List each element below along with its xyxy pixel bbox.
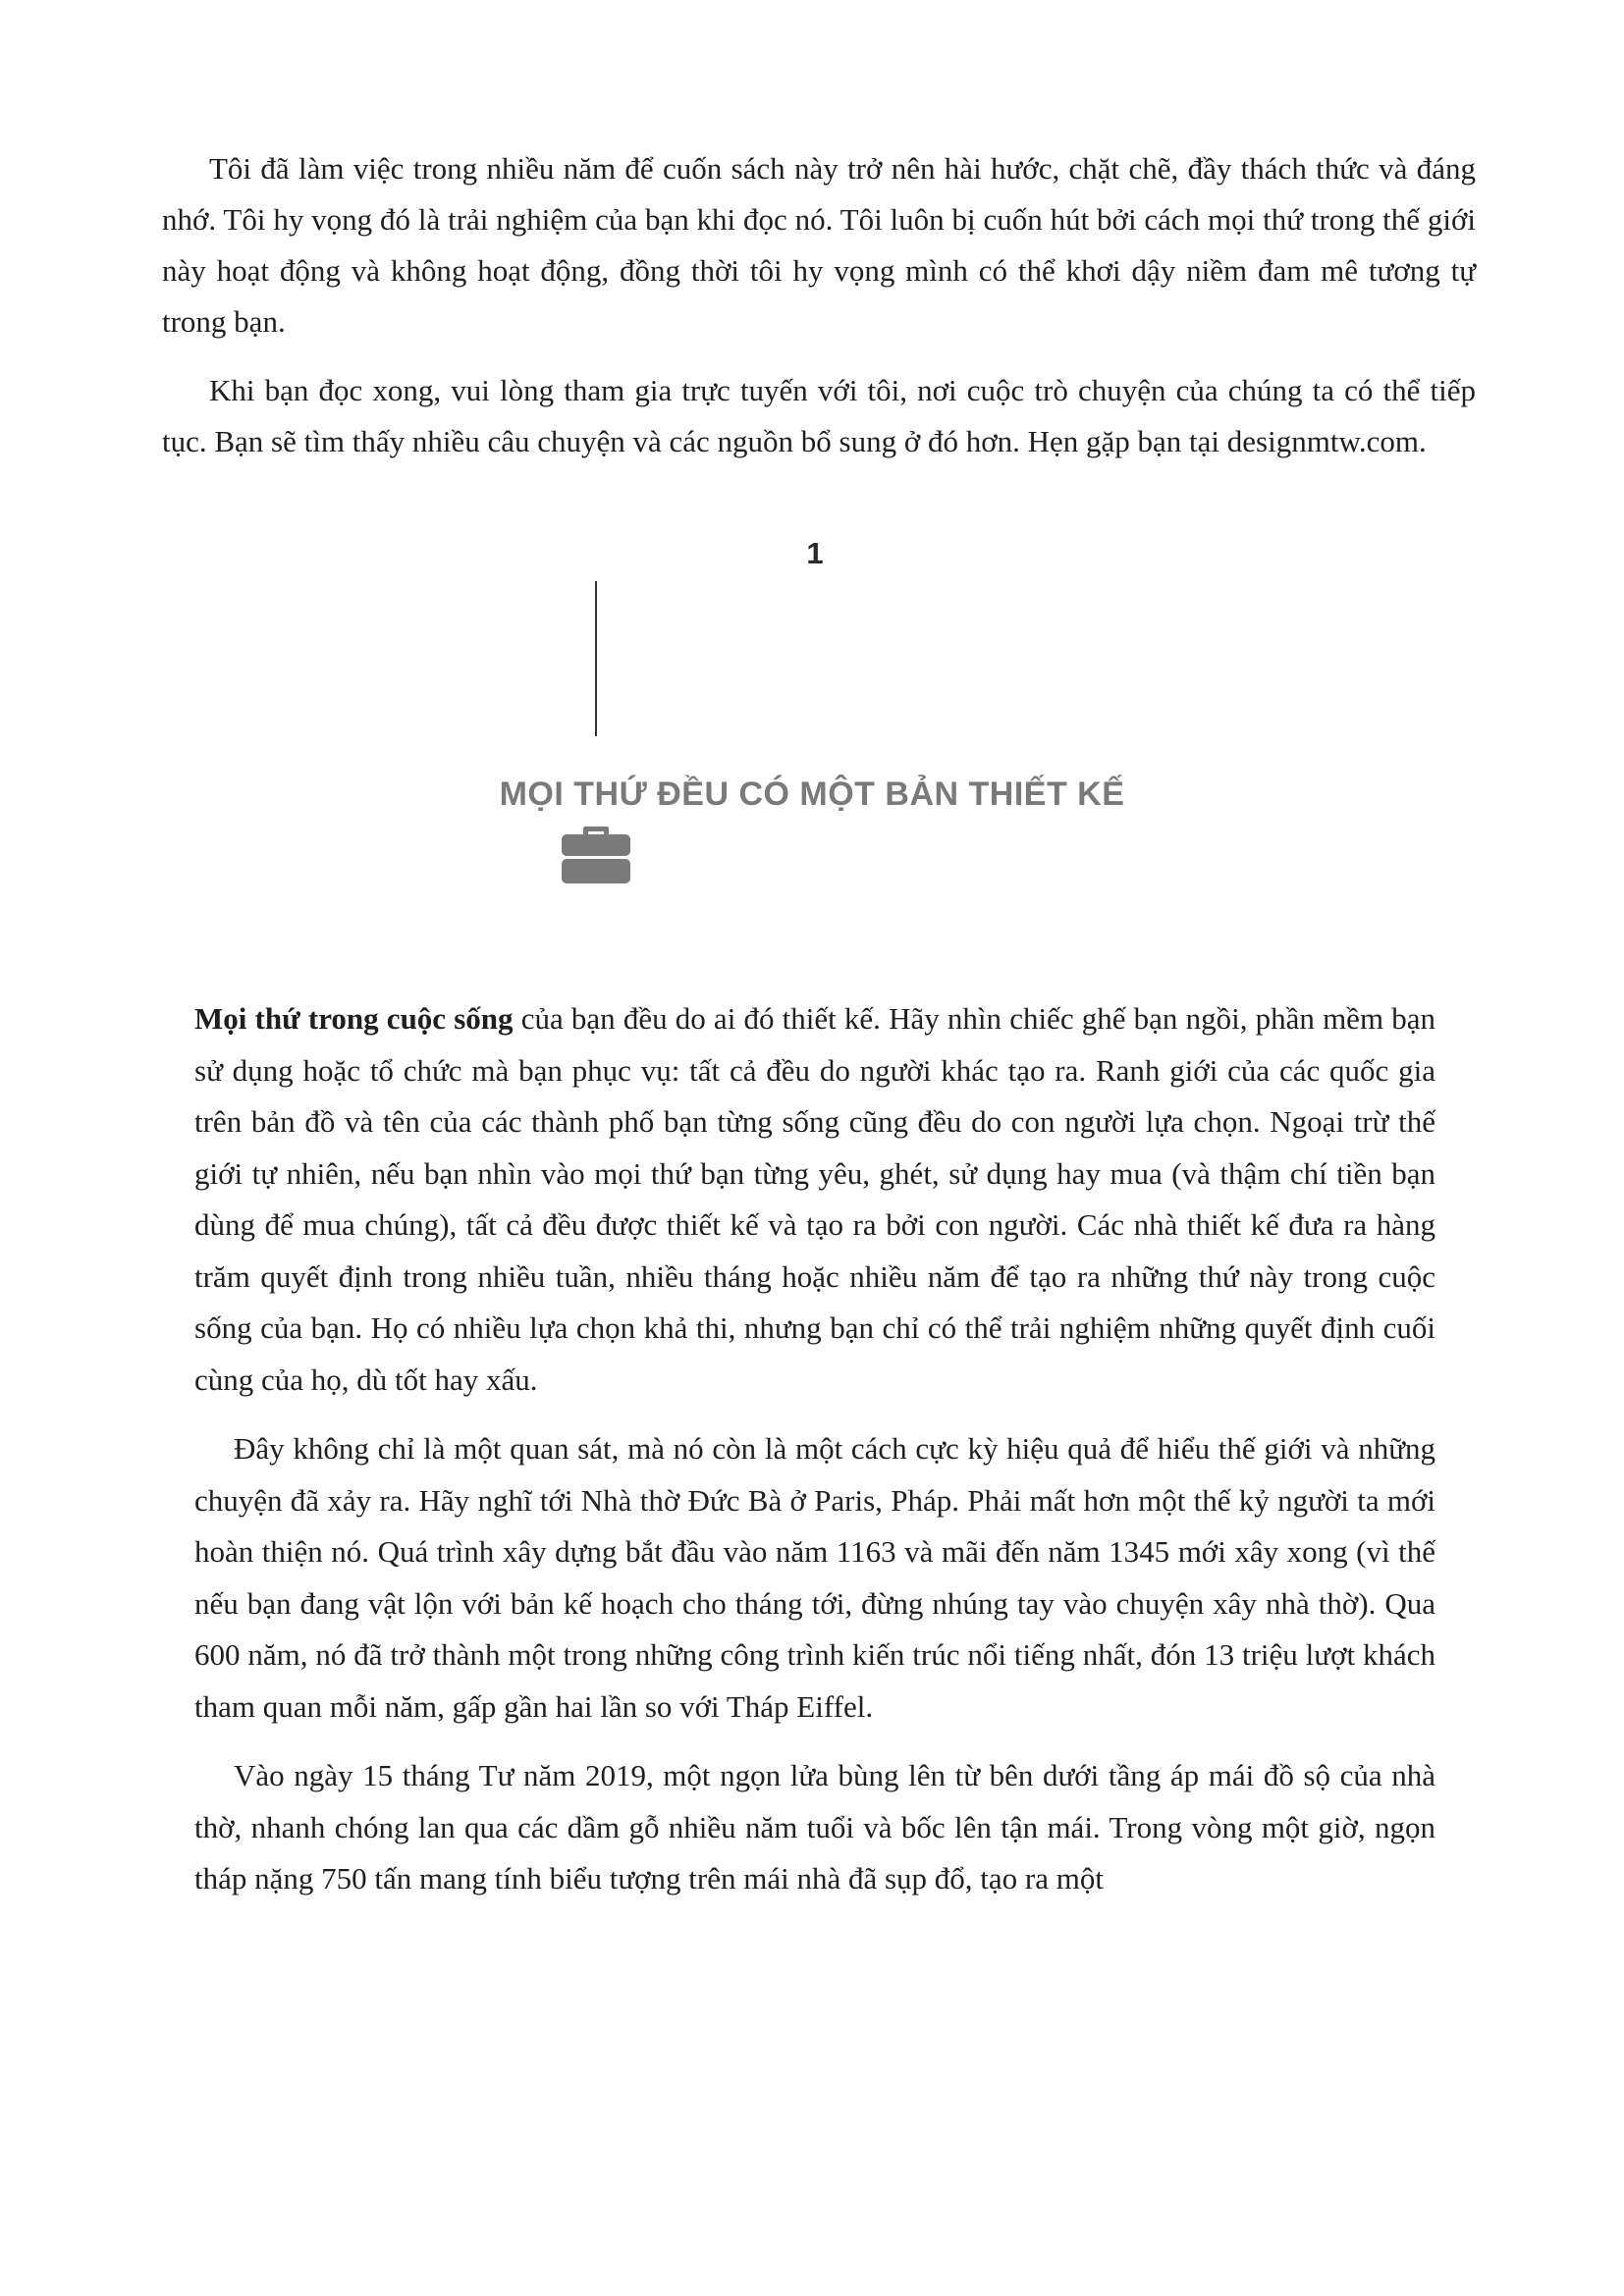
- intro-section: [162, 143, 1476, 485]
- lead-paragraph-text: của bạn đều do ai đó thiết kế. Hãy nhìn chiếc ghế bạn ngồi, phần mềm bạn sử dụng hoặc tổ chức mà bạn phục vụ: tất cả đều do người khác tạo ra. Ranh giới của các quốc gia trên bản đồ và tên của các thành phố bạn từng sống cũng đều do con người lựa chọn. Ngoại trừ thế giới tự nhiên, nếu bạn nhìn vào mọi thứ bạn từng yêu, ghét, sử dụng hay mua (và thậm chí tiền bạn dùng để mua chúng), tất cả đều được thiết kế và tạo ra bởi con người. Các nhà thiết kế đưa ra hàng trăm quyết định trong nhiều tuần, nhiều tháng hoặc nhiều năm để tạo ra những thứ này trong cuộc sống của bạn. Họ có nhiều lựa chọn khả thi, nhưng bạn chỉ có thể trải nghiệm những quyết định cuối cùng của họ, dù tốt hay xấu.: [194, 1001, 1435, 1397]
- chapter-title: MỌI THỨ ĐỀU CÓ MỘT BẢN THIẾT KẾ: [499, 775, 1125, 813]
- intro-paragraph: Khi bạn đọc xong, vui lòng tham gia trực tuyến với tôi, nơi cuộc trò chuyện của chúng ta có thể tiếp tục. Bạn sẽ tìm thấy nhiều câu chuyện và các nguồn bổ sung ở đó hơn. Hẹn gặp bạn tại designmtw.com.: [162, 373, 1476, 458]
- chapter-body: [194, 993, 1435, 1923]
- chapter-divider: [595, 581, 597, 736]
- body-paragraph: Vào ngày 15 tháng Tư năm 2019, một ngọn lửa bùng lên từ bên dưới tầng áp mái đồ sộ của nhà thờ, nhanh chóng lan qua các dầm gỗ nhiều năm tuổi và bốc lên tận mái. Trong vòng một giờ, ngọn tháp nặng 750 tấn mang tính biểu tượng trên mái nhà đã sụp đổ, tạo ra một: [194, 1758, 1435, 1896]
- lead-bold-phrase: Mọi thứ trong cuộc sống: [194, 1001, 514, 1036]
- chapter-number: 1: [806, 536, 824, 570]
- intro-paragraph: Tôi đã làm việc trong nhiều năm để cuốn sách này trở nên hài hước, chặt chẽ, đầy thách thức và đáng nhớ. Tôi hy vọng đó là trải nghiệm của bạn khi đọc nó. Tôi luôn bị cuốn hút bởi cách mọi thứ trong thế giới này hoạt động và không hoạt động, đồng thời tôi hy vọng mình có thể khơi dậy niềm đam mê tương tự trong bạn.: [162, 151, 1476, 339]
- lead-paragraph: [194, 993, 1435, 1406]
- suitcase-icon: [560, 823, 632, 885]
- body-paragraph: Đây không chỉ là một quan sát, mà nó còn là một cách cực kỳ hiệu quả để hiểu thế giới và những chuyện đã xảy ra. Hãy nghĩ tới Nhà thờ Đức Bà ở Paris, Pháp. Phải mất hơn một thế kỷ người ta mới hoàn thiện nó. Quá trình xây dựng bắt đầu vào năm 1163 và mãi đến năm 1345 mới xây xong (vì thế nếu bạn đang vật lộn với bản kế hoạch cho tháng tới, đừng nhúng tay vào chuyện xây nhà thờ). Qua 600 năm, nó đã trở thành một trong những công trình kiến trúc nổi tiếng nhất, đón 13 triệu lượt khách tham quan mỗi năm, gấp gần hai lần so với Tháp Eiffel.: [194, 1431, 1435, 1724]
